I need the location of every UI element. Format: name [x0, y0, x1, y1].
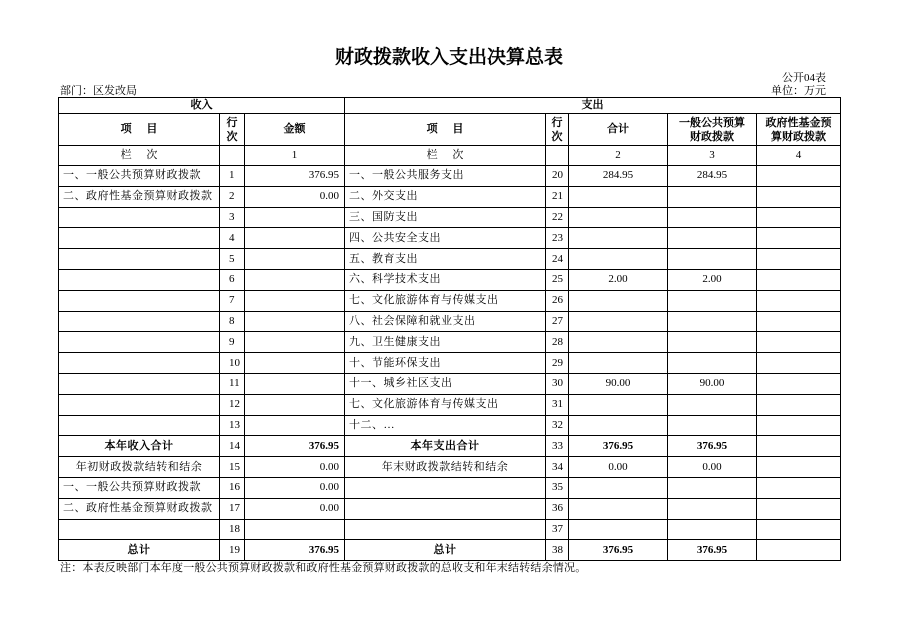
expense-item-cell: 十、节能环保支出 — [345, 353, 546, 374]
expense-total-cell: 90.00 — [569, 373, 668, 394]
expense-general-budget-header — [668, 114, 757, 146]
expense-general-budget-cell: 0.00 — [668, 457, 757, 478]
income-amount-cell: 0.00 — [245, 457, 345, 478]
income-amount-cell — [245, 269, 345, 290]
expense-item-index: 栏 次 — [345, 146, 546, 166]
table-row — [59, 353, 841, 374]
expense-general-budget-cell — [668, 311, 757, 332]
income-item-cell — [59, 249, 220, 270]
income-row-no-cell: 5 — [220, 249, 245, 270]
income-row-no-cell: 2 — [220, 186, 245, 207]
income-row-no-cell: 19 — [220, 540, 245, 561]
income-amount-cell — [245, 290, 345, 311]
income-row-no-header-label: 行次 — [226, 116, 238, 143]
expense-general-budget-cell: 284.95 — [668, 166, 757, 187]
expense-general-budget-cell — [668, 186, 757, 207]
department-label: 部门：区发改局 — [60, 85, 137, 97]
expense-fund-budget-cell — [757, 498, 841, 519]
expense-general-budget-cell — [668, 290, 757, 311]
income-row-no-cell: 13 — [220, 415, 245, 436]
expense-item-cell — [345, 498, 546, 519]
income-item-cell — [59, 332, 220, 353]
expense-row-no-cell: 37 — [546, 519, 569, 540]
expense-fund-budget-cell — [757, 166, 841, 187]
footnote: 注：本表反映部门本年度一般公共预算财政拨款和政府性基金预算财政拨款的总收支和年末结转结余情况。 — [60, 562, 587, 574]
table-row — [59, 477, 841, 498]
expense-total-cell: 0.00 — [569, 457, 668, 478]
income-item-cell — [59, 373, 220, 394]
table-row — [59, 498, 841, 519]
section-header-row — [59, 98, 841, 114]
income-item-cell: 本年收入合计 — [59, 436, 220, 457]
expense-total-cell — [569, 290, 668, 311]
income-amount-cell — [245, 394, 345, 415]
expense-total-cell — [569, 332, 668, 353]
income-row-no-cell: 17 — [220, 498, 245, 519]
table-row — [59, 166, 841, 187]
table-row — [59, 311, 841, 332]
income-section-header: 收入 — [59, 98, 345, 114]
table-row — [59, 540, 841, 561]
income-item-cell — [59, 228, 220, 249]
table-row — [59, 186, 841, 207]
expense-fund-budget-cell — [757, 540, 841, 561]
income-row-no-cell: 10 — [220, 353, 245, 374]
expense-row-no-index — [546, 146, 569, 166]
income-item-cell — [59, 269, 220, 290]
expense-total-header: 合计 — [569, 114, 668, 146]
income-amount-header: 金额 — [245, 114, 345, 146]
expense-row-no-cell: 36 — [546, 498, 569, 519]
expense-item-cell — [345, 519, 546, 540]
expense-row-no-cell: 28 — [546, 332, 569, 353]
expense-general-budget-cell — [668, 332, 757, 353]
table-row — [59, 436, 841, 457]
income-item-cell — [59, 353, 220, 374]
income-item-cell: 总计 — [59, 540, 220, 561]
table-row — [59, 415, 841, 436]
expense-row-no-cell: 21 — [546, 186, 569, 207]
income-item-cell — [59, 519, 220, 540]
expense-general-budget-cell — [668, 249, 757, 270]
income-amount-cell — [245, 249, 345, 270]
income-row-no-cell: 9 — [220, 332, 245, 353]
expense-fund-budget-cell — [757, 457, 841, 478]
expense-row-no-cell: 24 — [546, 249, 569, 270]
expense-total-cell: 2.00 — [569, 269, 668, 290]
expense-total-cell — [569, 394, 668, 415]
expense-row-no-cell: 35 — [546, 477, 569, 498]
income-row-no-cell: 16 — [220, 477, 245, 498]
table-row — [59, 394, 841, 415]
expense-total-cell: 376.95 — [569, 540, 668, 561]
income-row-no-cell: 14 — [220, 436, 245, 457]
expense-general-budget-cell — [668, 207, 757, 228]
expense-fund-budget-cell — [757, 477, 841, 498]
income-item-cell — [59, 394, 220, 415]
expense-fund-budget-index: 4 — [757, 146, 841, 166]
income-amount-cell — [245, 332, 345, 353]
expense-item-cell: 二、外交支出 — [345, 186, 546, 207]
expense-general-budget-cell: 90.00 — [668, 373, 757, 394]
income-row-no-cell: 6 — [220, 269, 245, 290]
table-body — [59, 166, 841, 561]
income-row-no-cell: 12 — [220, 394, 245, 415]
expense-total-cell: 376.95 — [569, 436, 668, 457]
income-row-no-cell: 8 — [220, 311, 245, 332]
income-item-cell — [59, 207, 220, 228]
expense-total-cell — [569, 186, 668, 207]
income-row-no-header — [220, 114, 245, 146]
expense-general-budget-cell — [668, 498, 757, 519]
income-amount-cell — [245, 311, 345, 332]
income-amount-cell — [245, 207, 345, 228]
expense-general-budget-cell — [668, 394, 757, 415]
income-item-cell: 一、一般公共预算财政拨款 — [59, 166, 220, 187]
income-amount-cell — [245, 415, 345, 436]
expense-fund-budget-cell — [757, 249, 841, 270]
expense-fund-budget-header — [757, 114, 841, 146]
report-title: 财政拨款收入支出决算总表 — [334, 46, 563, 68]
expense-row-no-cell: 31 — [546, 394, 569, 415]
expense-fund-budget-cell — [757, 207, 841, 228]
expense-item-cell: 七、文化旅游体育与传媒支出 — [345, 290, 546, 311]
expense-fund-budget-cell — [757, 290, 841, 311]
expense-general-budget-index: 3 — [668, 146, 757, 166]
expense-item-cell: 三、国防支出 — [345, 207, 546, 228]
expense-row-no-cell: 26 — [546, 290, 569, 311]
expense-item-cell: 六、科学技术支出 — [345, 269, 546, 290]
expense-general-budget-cell — [668, 353, 757, 374]
income-row-no-cell: 11 — [220, 373, 245, 394]
expense-general-budget-cell: 376.95 — [668, 540, 757, 561]
income-item-cell: 一、一般公共预算财政拨款 — [59, 477, 220, 498]
income-amount-cell: 376.95 — [245, 436, 345, 457]
expense-total-cell — [569, 519, 668, 540]
expense-row-no-cell: 30 — [546, 373, 569, 394]
income-row-no-index — [220, 146, 245, 166]
income-row-no-cell: 7 — [220, 290, 245, 311]
expense-item-header: 项 目 — [345, 114, 546, 146]
expense-row-no-header-label: 行次 — [551, 116, 563, 143]
income-amount-cell: 0.00 — [245, 498, 345, 519]
expense-row-no-cell: 20 — [546, 166, 569, 187]
expense-item-cell: 八、社会保障和就业支出 — [345, 311, 546, 332]
table-row — [59, 332, 841, 353]
table-row — [59, 290, 841, 311]
expense-fund-budget-cell — [757, 519, 841, 540]
expense-fund-budget-cell — [757, 415, 841, 436]
expense-item-cell: 四、公共安全支出 — [345, 228, 546, 249]
income-row-no-cell: 3 — [220, 207, 245, 228]
expense-fund-budget-cell — [757, 228, 841, 249]
income-item-cell — [59, 415, 220, 436]
expense-item-cell: 十二、… — [345, 415, 546, 436]
expense-fund-budget-header-label: 政府性基金预算财政拨款 — [765, 116, 832, 143]
expense-row-no-cell: 23 — [546, 228, 569, 249]
expense-general-budget-cell — [668, 477, 757, 498]
expense-row-no-cell: 25 — [546, 269, 569, 290]
expense-total-cell — [569, 207, 668, 228]
expense-item-cell: 年末财政拨款结转和结余 — [345, 457, 546, 478]
expense-total-cell — [569, 311, 668, 332]
income-amount-cell: 0.00 — [245, 477, 345, 498]
income-item-cell: 二、政府性基金预算财政拨款 — [59, 186, 220, 207]
expense-total-cell: 284.95 — [569, 166, 668, 187]
expense-fund-budget-cell — [757, 269, 841, 290]
expense-fund-budget-cell — [757, 436, 841, 457]
expense-fund-budget-cell — [757, 186, 841, 207]
expense-fund-budget-cell — [757, 353, 841, 374]
income-amount-cell — [245, 373, 345, 394]
expense-row-no-header — [546, 114, 569, 146]
expense-row-no-cell: 38 — [546, 540, 569, 561]
expense-row-no-cell: 27 — [546, 311, 569, 332]
income-item-cell: 年初财政拨款结转和结余 — [59, 457, 220, 478]
expense-total-cell — [569, 477, 668, 498]
table-row — [59, 207, 841, 228]
income-amount-cell: 376.95 — [245, 166, 345, 187]
expense-section-header: 支出 — [345, 98, 841, 114]
income-amount-index: 1 — [245, 146, 345, 166]
expense-item-cell — [345, 477, 546, 498]
expense-item-cell: 七、文化旅游体育与传媒支出 — [345, 394, 546, 415]
expense-total-index: 2 — [569, 146, 668, 166]
column-index-row — [59, 146, 841, 166]
income-amount-cell — [245, 519, 345, 540]
income-item-cell — [59, 311, 220, 332]
unit-label: 单位：万元 — [771, 85, 826, 97]
income-row-no-cell: 15 — [220, 457, 245, 478]
income-amount-cell: 0.00 — [245, 186, 345, 207]
table-row — [59, 269, 841, 290]
expense-general-budget-header-label: 一般公共预算财政拨款 — [679, 116, 746, 143]
expense-item-cell: 五、教育支出 — [345, 249, 546, 270]
expense-item-cell: 九、卫生健康支出 — [345, 332, 546, 353]
expense-total-cell — [569, 249, 668, 270]
expense-total-cell — [569, 228, 668, 249]
expense-total-cell — [569, 498, 668, 519]
expense-item-cell: 本年支出合计 — [345, 436, 546, 457]
income-row-no-cell: 4 — [220, 228, 245, 249]
expense-item-cell: 十一、城乡社区支出 — [345, 373, 546, 394]
expense-item-cell: 总计 — [345, 540, 546, 561]
expense-fund-budget-cell — [757, 332, 841, 353]
table-row — [59, 373, 841, 394]
form-code: 公开04表 — [782, 72, 826, 84]
expense-fund-budget-cell — [757, 394, 841, 415]
expense-row-no-cell: 32 — [546, 415, 569, 436]
expense-general-budget-cell — [668, 415, 757, 436]
table-row — [59, 249, 841, 270]
income-item-header: 项 目 — [59, 114, 220, 146]
table-row — [59, 519, 841, 540]
table-row — [59, 457, 841, 478]
expense-general-budget-cell: 376.95 — [668, 436, 757, 457]
income-amount-cell: 376.95 — [245, 540, 345, 561]
income-item-index: 栏 次 — [59, 146, 220, 166]
expense-item-cell: 一、一般公共服务支出 — [345, 166, 546, 187]
expense-row-no-cell: 29 — [546, 353, 569, 374]
expense-row-no-cell: 34 — [546, 457, 569, 478]
table-row — [59, 228, 841, 249]
column-header-row — [59, 114, 841, 146]
expense-general-budget-cell: 2.00 — [668, 269, 757, 290]
income-item-cell — [59, 290, 220, 311]
expense-total-cell — [569, 415, 668, 436]
income-row-no-cell: 1 — [220, 166, 245, 187]
expense-row-no-cell: 22 — [546, 207, 569, 228]
expense-total-cell — [569, 353, 668, 374]
expense-fund-budget-cell — [757, 373, 841, 394]
income-item-cell: 二、政府性基金预算财政拨款 — [59, 498, 220, 519]
income-row-no-cell: 18 — [220, 519, 245, 540]
expense-general-budget-cell — [668, 228, 757, 249]
income-amount-cell — [245, 353, 345, 374]
expense-general-budget-cell — [668, 519, 757, 540]
summary-table — [58, 97, 841, 561]
income-amount-cell — [245, 228, 345, 249]
expense-row-no-cell: 33 — [546, 436, 569, 457]
expense-fund-budget-cell — [757, 311, 841, 332]
